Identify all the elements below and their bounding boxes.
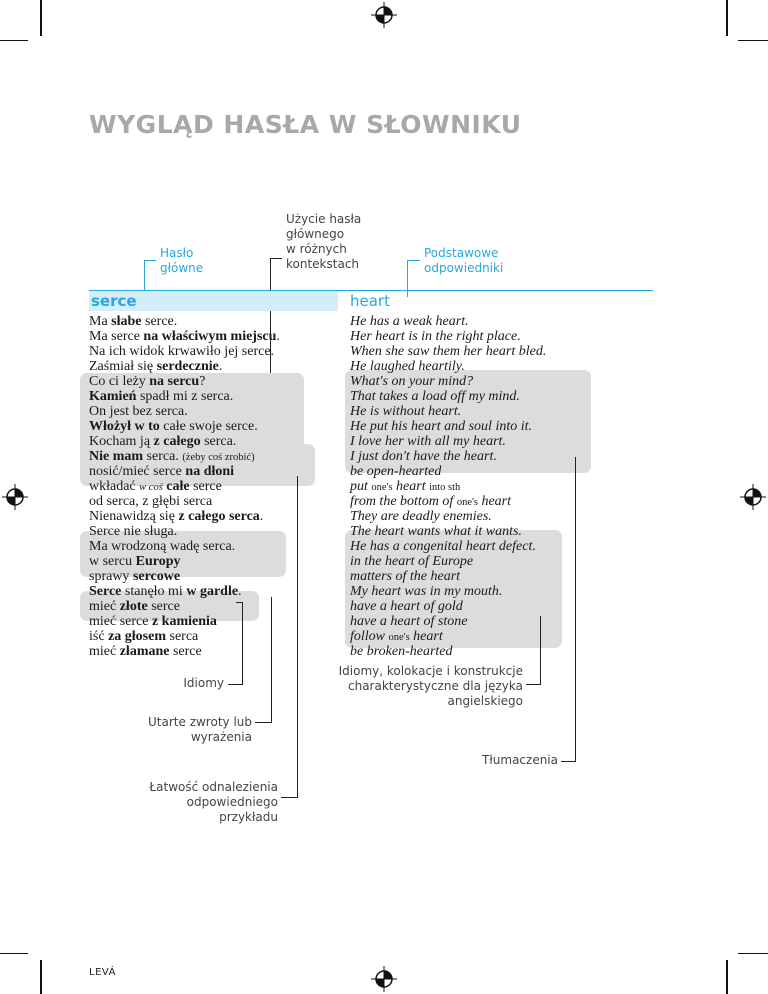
headword: serce <box>91 292 137 310</box>
english-translation-line: in the heart of Europe <box>350 554 474 569</box>
polish-example-line: Ma serce na właściwym miejscu. <box>89 329 280 344</box>
polish-example-line: Kocham ją z całego serca. <box>89 434 237 449</box>
english-translation-line: follow one's heart <box>350 629 443 644</box>
english-translation-line: They are deadly enemies. <box>350 509 492 524</box>
english-translation-line: He put his heart and soul into it. <box>350 419 532 434</box>
polish-example-line: mieć złote serce <box>89 599 180 614</box>
english-translation-line: Her heart is in the right place. <box>350 329 521 344</box>
polish-example-line: Kamień spadł mi z serca. <box>89 389 234 404</box>
polish-example-line: On jest bez serca. <box>89 404 188 419</box>
english-translation-line: I just don't have the heart. <box>350 449 497 464</box>
crop-mark-bottom-right-v <box>726 960 728 994</box>
crop-mark-bottom-right-h <box>738 953 768 954</box>
polish-examples <box>89 314 280 659</box>
label-podstawowe-odpowiedniki: Podstawowe odpowiedniki <box>424 246 504 275</box>
crop-mark-bottom-left-v <box>40 960 42 994</box>
callout-uzycie-h <box>270 258 282 259</box>
english-translation-line: be open-hearted <box>350 464 442 479</box>
english-translation-line: He laughed heartily. <box>350 359 465 374</box>
polish-example-line: iść za głosem serca <box>89 629 199 644</box>
callout-idiomy-ang-h <box>526 684 541 685</box>
callout-latwosc-h <box>281 797 298 798</box>
english-translation-line: matters of the heart <box>350 569 461 584</box>
polish-example-line: mieć serce z kamienia <box>89 614 217 629</box>
english-translation-line: What's on your mind? <box>350 374 474 389</box>
callout-podstawowe-h <box>407 260 420 261</box>
registration-mark-left <box>2 484 28 510</box>
callout-tlumaczenia-h <box>561 761 576 762</box>
label-uzycie-hasla: Użycie hasła głównego w różnych kontekstach <box>286 212 362 271</box>
polish-example-line: Co ci leży na sercu? <box>89 374 206 389</box>
callout-haslo-h <box>144 260 156 261</box>
crop-mark-top-left-v <box>40 0 42 36</box>
polish-example-line: mieć złamane serce <box>89 644 202 659</box>
callout-utarte-v <box>271 597 272 723</box>
crop-mark-top-left-h <box>0 40 28 41</box>
callout-idiomy-tick <box>236 602 243 603</box>
footer-label: LEVÁ <box>89 967 116 978</box>
callout-idiomy-h <box>228 684 243 685</box>
english-translations <box>350 314 546 659</box>
polish-example-line: sprawy sercowe <box>89 569 181 584</box>
crop-mark-bottom-left-h <box>0 953 28 954</box>
polish-example-line: Nie mam serca. (żeby coś zrobić) <box>89 449 255 464</box>
english-translation-line: be broken-hearted <box>350 644 453 659</box>
english-translation-line: put one's heart into sth <box>350 479 461 494</box>
crop-mark-top-right-v <box>726 0 728 36</box>
label-idiomy: Idiomy <box>183 676 224 690</box>
english-translation-line: The heart wants what it wants. <box>350 524 522 539</box>
registration-mark-right <box>740 484 766 510</box>
english-translation-line: When she saw them her heart bled. <box>350 344 547 359</box>
polish-example-line: Na ich widok krwawiło jej serce. <box>89 344 275 359</box>
english-translation-line: I love her with all my heart. <box>350 434 506 449</box>
english-translation-line: That takes a load off my mind. <box>350 389 520 404</box>
callout-utarte-h <box>255 722 272 723</box>
english-translation-line: from the bottom of one's heart <box>350 494 512 509</box>
polish-example-line: Ma wrodzoną wadę serca. <box>89 539 236 554</box>
page-title: WYGLĄD HASŁA W SŁOWNIKU <box>89 110 522 139</box>
label-utarte: Utarte zwroty lub wyrażenia <box>148 715 252 744</box>
label-haslo-glowne: Hasło główne <box>160 246 204 275</box>
callout-latwosc-v <box>297 476 298 798</box>
english-translation-line: have a heart of stone <box>350 614 468 629</box>
english-translation-line: He has a congenital heart defect. <box>350 539 536 554</box>
label-latwosc: Łatwość odnalezienia odpowiedniego przykładu <box>149 780 278 824</box>
callout-idiomy-ang-v <box>540 616 541 685</box>
crop-mark-top-right-h <box>738 40 768 41</box>
polish-example-line: od serca, z głębi serca <box>89 494 213 509</box>
polish-example-line: Serce stanęło mi w gardle. <box>89 584 242 599</box>
label-idiomy-ang: Idiomy, kolokacje i konstrukcje charakterystyczne dla języka angielskiego <box>338 664 523 708</box>
registration-mark-top <box>371 2 397 28</box>
english-translation-line: He is without heart. <box>350 404 462 419</box>
callout-podstawowe-v <box>407 260 408 297</box>
polish-example-line: Nienawidzą się z całego serca. <box>89 509 264 524</box>
polish-example-line: nosić/mieć serce na dłoni <box>89 464 235 479</box>
polish-example-line: Zaśmiał się serdecznie. <box>89 359 223 374</box>
polish-example-line: Włożył w to całe swoje serce. <box>89 419 258 434</box>
english-translation-line: have a heart of gold <box>350 599 463 614</box>
english-translation-line: My heart was in my mouth. <box>350 584 503 599</box>
polish-example-line: Ma słabe serce. <box>89 314 178 329</box>
label-tlumaczenia: Tłumaczenia <box>482 753 558 767</box>
polish-example-line: w sercu Europy <box>89 554 181 569</box>
headword-translation: heart <box>350 292 390 310</box>
callout-tlumaczenia-v <box>575 457 576 762</box>
callout-idiomy-v <box>242 602 243 685</box>
polish-example-line: Serce nie sługa. <box>89 524 178 539</box>
polish-example-line: wkładać w coś całe serce <box>89 479 222 494</box>
english-translation-line: He has a weak heart. <box>350 314 469 329</box>
registration-mark-bottom <box>371 966 397 992</box>
